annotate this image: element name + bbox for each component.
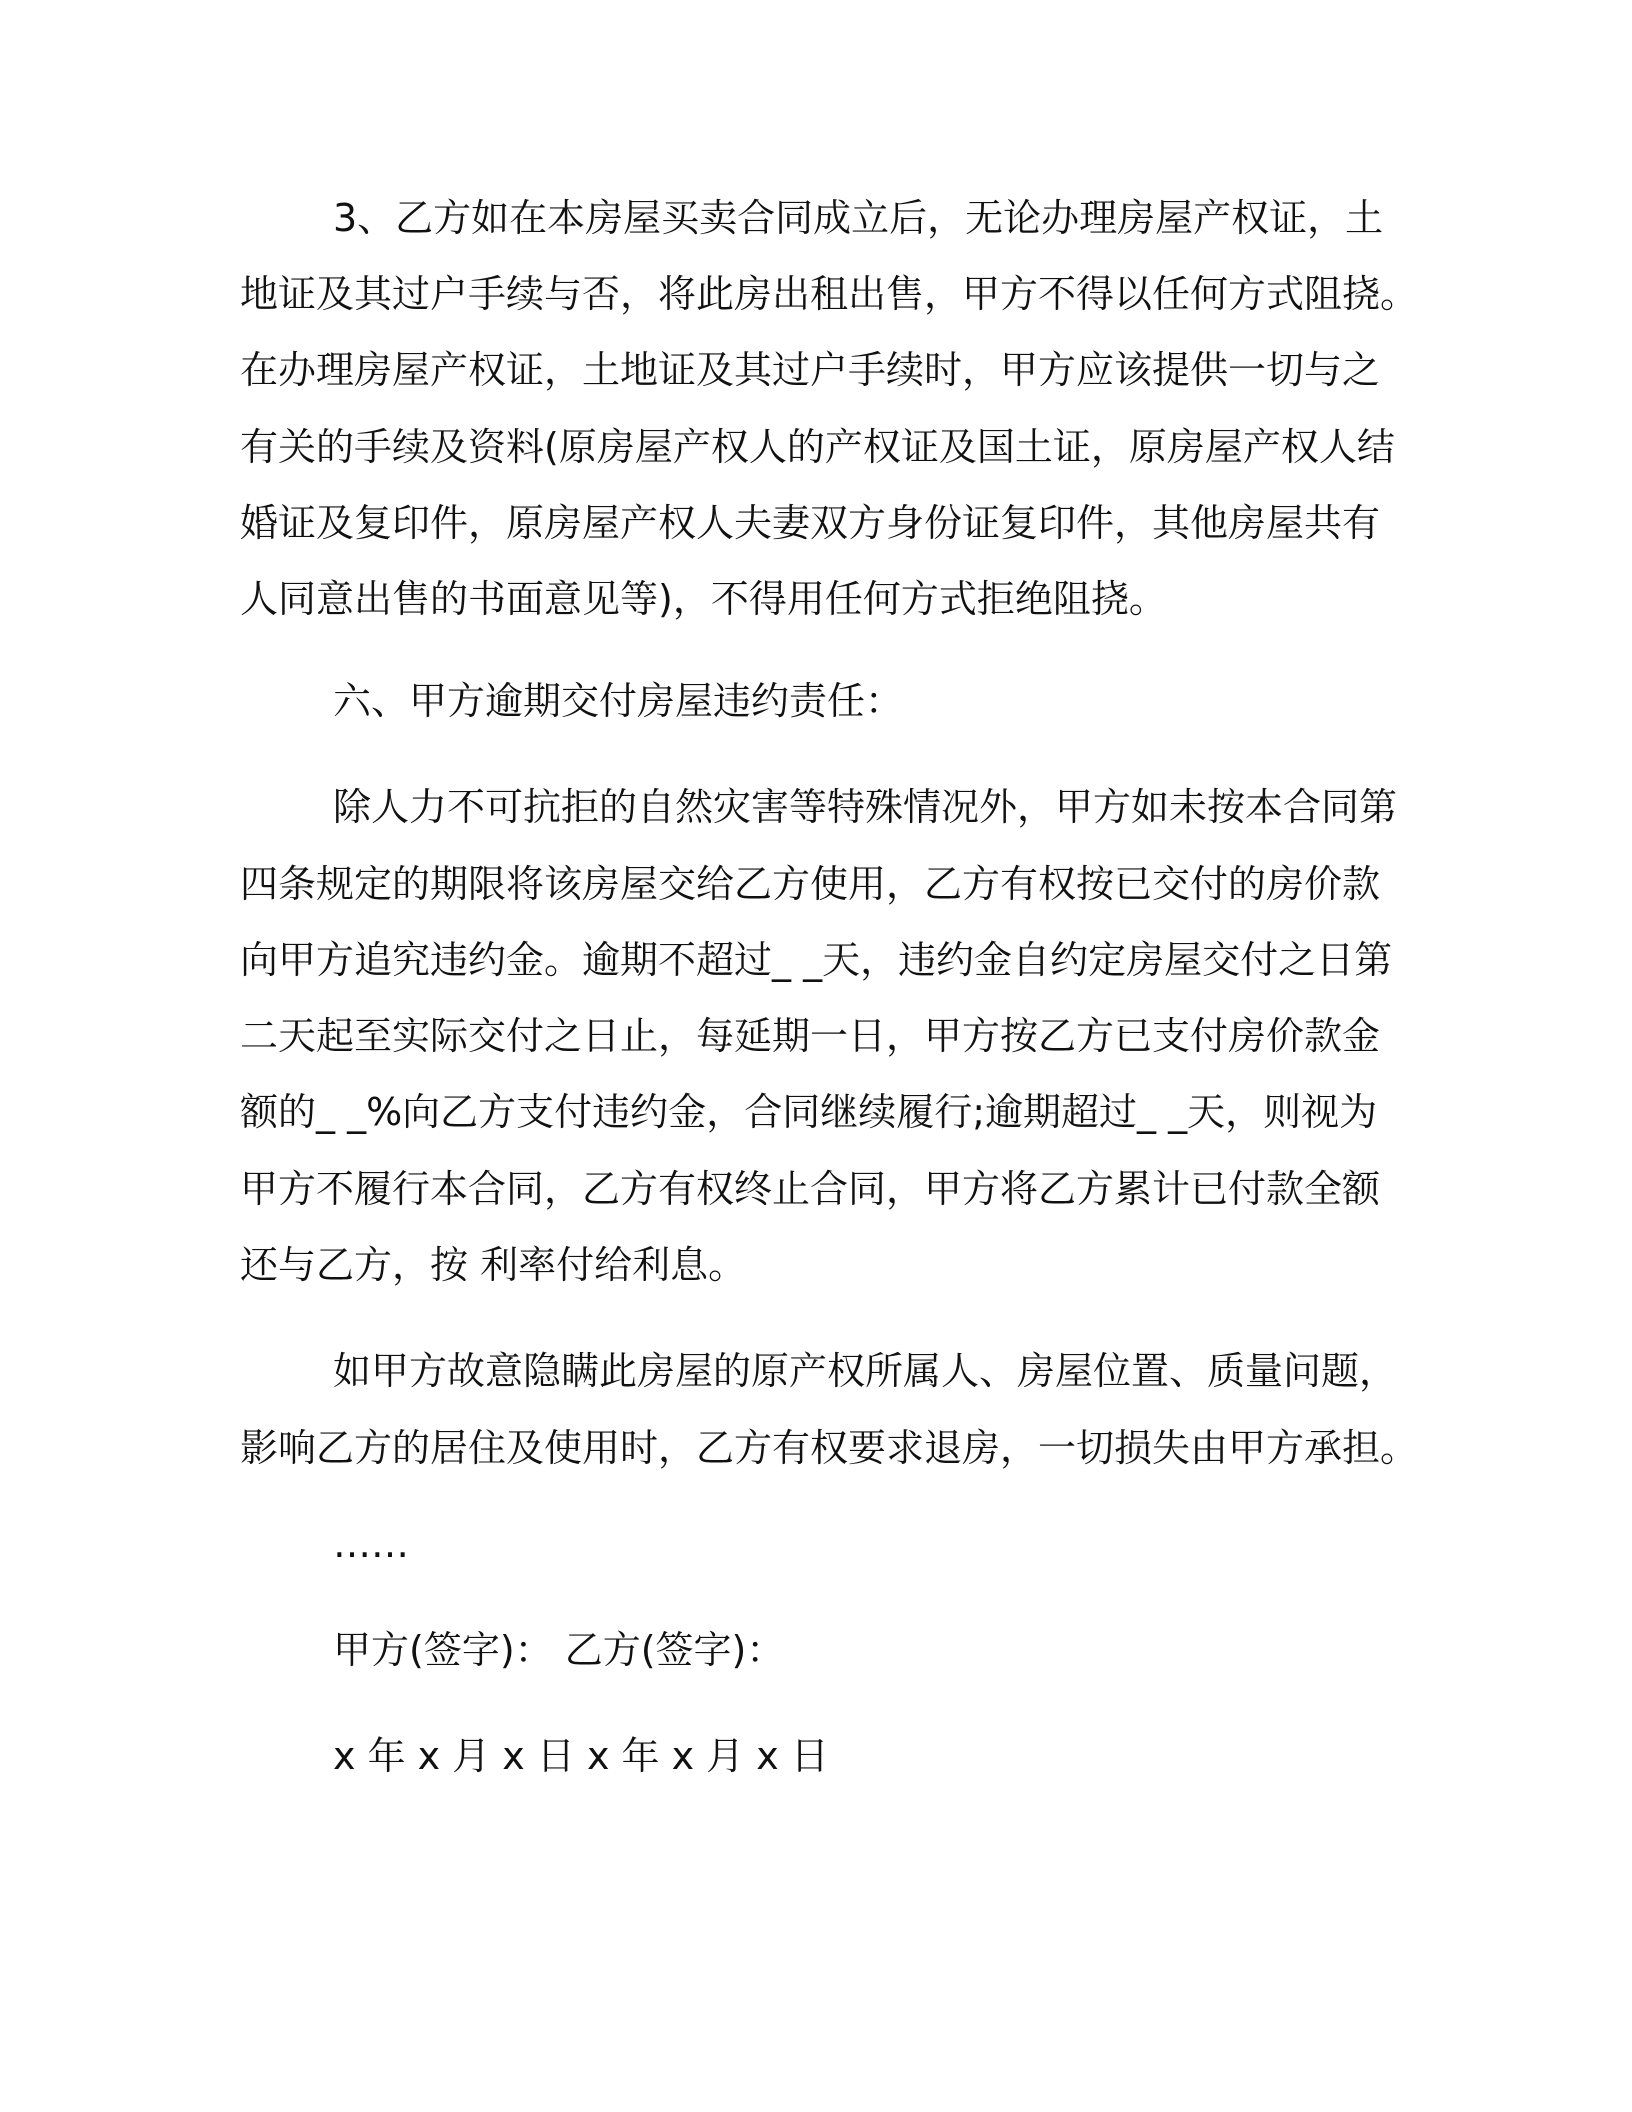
para2-line-2: 四条规定的期限将该房屋交给乙方使用，乙方有权按已交付的房价款 (240, 862, 1381, 906)
para3-line-2: 影响乙方的居住及使用时，乙方有权要求退房，一切损失由甲方承担。 (240, 1426, 1419, 1470)
signature-line: 甲方(签字)： 乙方(签字)： (333, 1628, 785, 1672)
para1-line-2: 地证及其过户手续与否，将此房出租出售，甲方不得以任何方式阻挠。 (240, 272, 1419, 316)
para2-line-6: 甲方不履行本合同，乙方有权终止合同，甲方将乙方累计已付款全额 (240, 1167, 1381, 1211)
para3-line-1: 如甲方故意隐瞒此房屋的原产权所属人、房屋位置、质量问题， (333, 1349, 1398, 1393)
date-line: x 年 x 月 x 日 x 年 x 月 x 日 (333, 1734, 829, 1778)
para1-line-3: 在办理房屋产权证，土地证及其过户手续时，甲方应该提供一切与之 (240, 348, 1381, 392)
para2-line-5: 额的_ _%向乙方支付违约金，合同继续履行;逾期超过_ _天，则视为 (240, 1090, 1378, 1134)
ellipsis: …… (333, 1522, 409, 1566)
para2-line-3: 向甲方追究违约金。逾期不超过_ _天，违约金自约定房屋交付之日第 (240, 938, 1393, 982)
para1-line-1: 3、乙方如在本房屋买卖合同成立后，无论办理房屋产权证，土 (333, 196, 1384, 240)
para1-line-6: 人同意出售的书面意见等)，不得用任何方式拒绝阻挠。 (240, 577, 1167, 621)
para2-line-1: 除人力不可抗拒的自然灾害等特殊情况外，甲方如未按本合同第 (333, 785, 1398, 829)
para2-line-7: 还与乙方，按 利率付给利息。 (240, 1243, 747, 1287)
para2-line-4: 二天起至实际交付之日止，每延期一日，甲方按乙方已支付房价款金 (240, 1014, 1381, 1058)
para1-line-4: 有关的手续及资料(原房屋产权人的产权证及国土证，原房屋产权人结 (240, 425, 1395, 469)
section-six-heading: 六、甲方逾期交付房屋违约责任： (333, 679, 904, 723)
para1-line-5: 婚证及复印件，原房屋产权人夫妻双方身份证复印件，其他房屋共有 (240, 501, 1381, 545)
